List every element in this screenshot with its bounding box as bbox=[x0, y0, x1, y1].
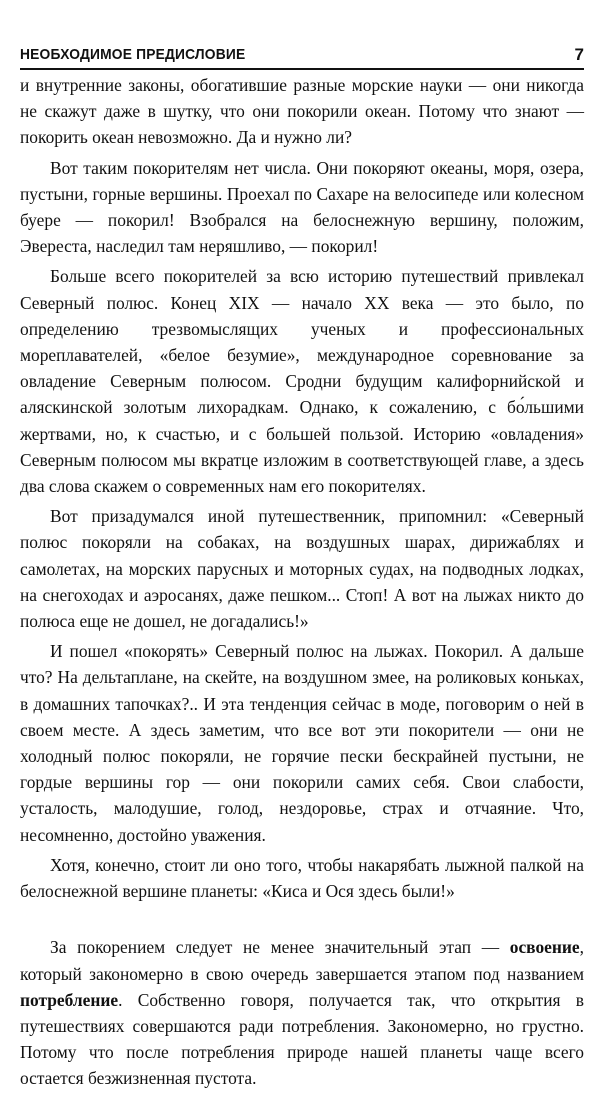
paragraph-7-text-c: . Собственно говоря, получается так, что открытия в путешествиях совершаются ради потребления. Закономерно, но грустно. Потому что после потребления природе нашей планеты чаще всего остается безжизненная пустота. bbox=[20, 989, 584, 1089]
paragraph-6: Хотя, конечно, стоит ли оно того, чтобы накарябать лыжной палкой на белоснежной вершине планеты: «Киса и Ося здесь были!» bbox=[20, 854, 584, 902]
page-number: 7 bbox=[574, 45, 584, 64]
paragraph-7 bbox=[20, 934, 584, 1091]
paragraph-5: И пошел «покорять» Северный полюс на лыжах. Покорил. А дальше что? На дельтаплане, на скейте, на воздушном змее, на роликовых коньках, в домашних тапочках?.. И эта тенденция сейчас в моде, поговорим о ней в своем месте. А здесь заметим, что все вот эти покорители — они не холодный полюс покоряли, не горячие пески бескрайней пустыни, не гордые вершины гор — они покорили самих себя. Свои слабости, усталость, малодушие, голод, нездоровье, страх и отчаяние. Что, несомненно, достойно уважения. bbox=[20, 641, 584, 845]
page-body bbox=[20, 72, 584, 1096]
chapter-title: НЕОБХОДИМОЕ ПРЕДИСЛОВИЕ bbox=[20, 46, 246, 63]
paragraph-3: Больше всего покорителей за всю историю путешествий привлекал Северный полюс. Конец XIX — начало XX века — это было, по определению трезвомыслящих ученых и профессиональных мореплавателей, «белое безумие», международное соревнование за овладение Северным полюсом. Сродни будущим калифорнийской и аляскинской золотым лихорадкам. Однако, к сожалению, с бо́льшими жертвами, но, к счастью, и с большей пользой. Историю «овладения» Северным полюсом мы вкратце изложим в соответствующей главе, а здесь два слова скажем о современных нам его покорителях. bbox=[20, 266, 584, 497]
paragraph-1: и внутренние законы, обогатившие разные морские науки — они никогда не скажут даже в шутку, что они покорили океан. Потому что знают — покорить океан невозможно. Да и нужно ли? bbox=[20, 75, 584, 148]
running-header bbox=[20, 42, 584, 70]
term-osvoenie: освоение bbox=[509, 937, 580, 958]
term-potreblenie: потребление bbox=[20, 989, 119, 1010]
paragraph-4: Вот призадумался иной путешественник, припомнил: «Северный полюс покоряли на собаках, на воздушных шарах, дирижаблях и самолетах, на морских парусных и моторных судах, на подводных лодках, на снегоходах и аэросанях, даже пешком... Стоп! А вот на лыжах никто до полюса еще не дошел, не догадались!» bbox=[20, 506, 584, 632]
paragraph-7-text-b: , который закономерно в свою очередь завершается этапом под названием bbox=[20, 937, 584, 984]
paragraph-7-text-a: За покорением следует не менее значительный этап — bbox=[50, 937, 510, 958]
paragraph-2: Вот таким покорителям нет числа. Они покоряют океаны, моря, озера, пустыни, горные вершины. Проехал по Сахаре на велосипеде или колесном буере — покорил! Взобрался на белоснежную вершину, положим, Эвереста, наследил там неряшливо, — покорил! bbox=[20, 157, 584, 257]
